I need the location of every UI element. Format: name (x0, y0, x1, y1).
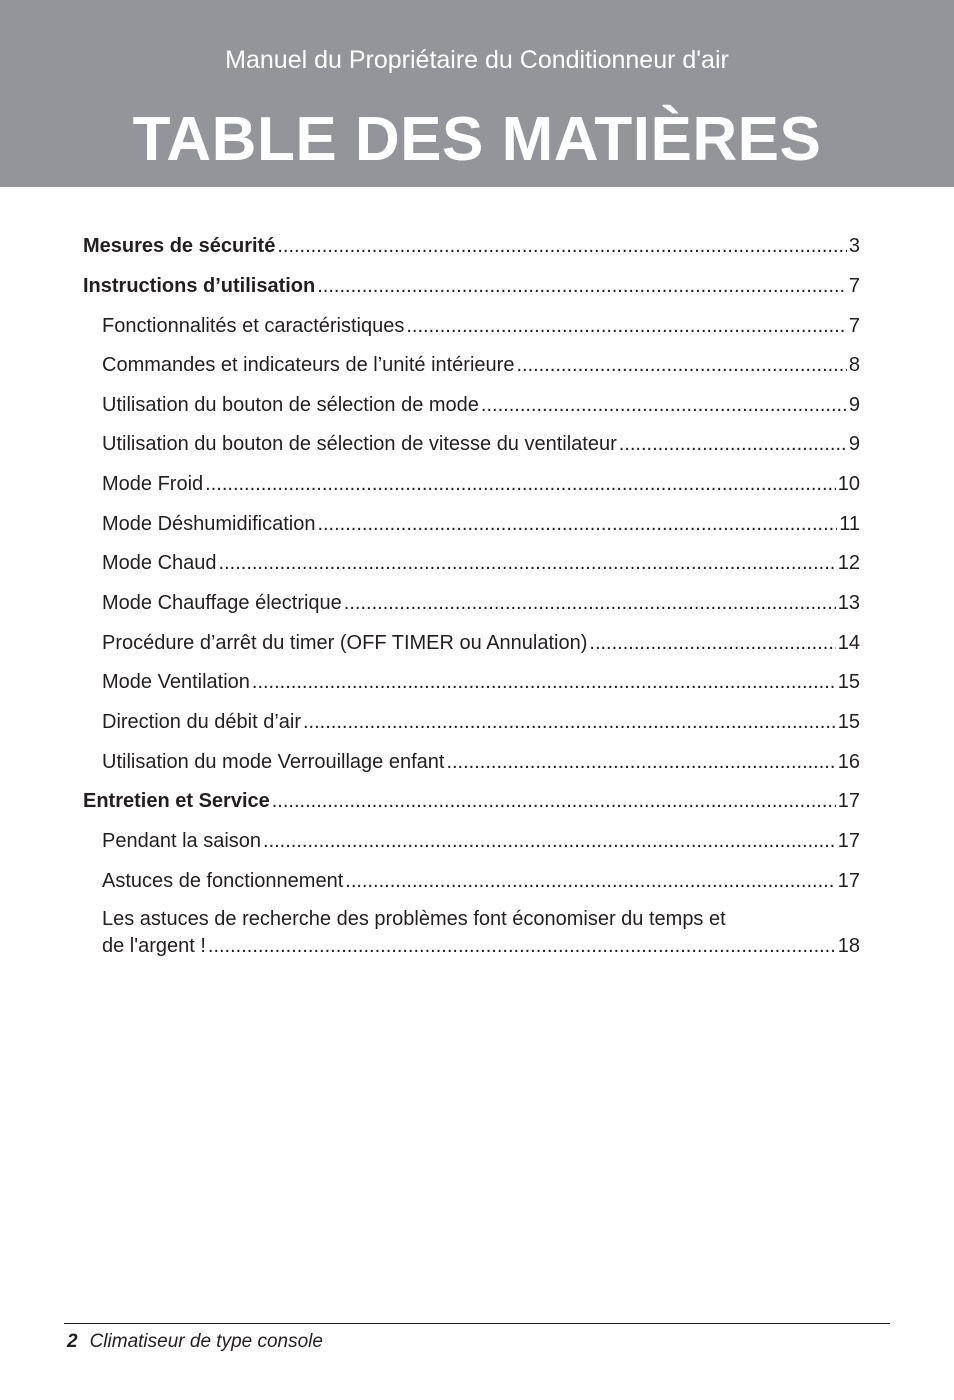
page-footer (67, 1330, 323, 1354)
toc-page-number: 14 (837, 632, 860, 654)
toc-entry-label: Entretien et Service (83, 790, 270, 812)
toc-entry-label: Mode Chauffage électrique (102, 592, 342, 614)
toc-leader-dots (589, 631, 835, 655)
toc-leader-dots (481, 393, 847, 417)
toc-leader-dots (205, 472, 836, 496)
toc-leader-dots (344, 591, 836, 615)
footer-document-title: Climatiseur de type console (89, 1331, 323, 1352)
toc-entry-astuces-fonctionnement[interactable] (102, 869, 860, 893)
toc-entry-label: Utilisation du bouton de sélection de vitesse du ventilateur (102, 433, 617, 455)
toc-entry-label: Mesures de sécurité (83, 235, 276, 257)
toc-leader-dots (406, 314, 847, 338)
toc-entry-label: Fonctionnalités et caractéristiques (102, 315, 405, 337)
toc-entry-label: Direction du débit d’air (102, 711, 301, 733)
toc-entry-label-line1: Les astuces de recherche des problèmes font économiser du temps et (102, 908, 726, 930)
toc-entry-label: Utilisation du mode Verrouillage enfant (102, 751, 445, 773)
toc-page-number: 16 (837, 751, 860, 773)
toc-leader-dots (303, 710, 836, 734)
toc-entry-label: Pendant la saison (102, 830, 262, 852)
toc-page-number: 9 (848, 433, 860, 455)
toc-entry-fonctionnalites[interactable] (102, 314, 860, 338)
toc-page-number: 17 (837, 830, 860, 852)
toc-entry-label: Mode Déshumidification (102, 513, 316, 535)
toc-entry-commandes-indicateurs[interactable] (102, 353, 860, 377)
toc-entry-direction-debit-air[interactable] (102, 710, 860, 734)
toc-entry-label: Astuces de fonctionnement (102, 870, 344, 892)
manual-subtitle: Manuel du Propriétaire du Conditionneur d'air (225, 46, 729, 74)
toc-page-number: 3 (848, 235, 860, 257)
toc-leader-dots (252, 670, 836, 694)
toc-entry-bouton-mode[interactable] (102, 393, 860, 417)
toc-leader-dots (345, 869, 835, 893)
toc-entry-mode-chauffage-electrique[interactable] (102, 591, 860, 615)
toc-page-number: 11 (839, 513, 860, 535)
toc-entry-mode-froid[interactable] (102, 472, 860, 496)
toc-leader-dots (277, 234, 847, 258)
toc-entry-label-line2: de l'argent ! (102, 935, 206, 957)
toc-entry-bouton-vitesse[interactable] (102, 432, 860, 456)
toc-page-number: 18 (837, 935, 860, 957)
footer-page-number: 2 (67, 1331, 78, 1352)
toc-leader-dots (272, 789, 836, 813)
toc-entry-label: Instructions d’utilisation (83, 275, 316, 297)
toc-entry-label: Utilisation du bouton de sélection de mode (102, 394, 479, 416)
toc-page-number: 9 (848, 394, 860, 416)
toc-entry-pendant-saison[interactable] (102, 829, 860, 853)
toc-page-number: 15 (837, 671, 860, 693)
toc-page-number: 7 (848, 275, 860, 297)
toc-leader-dots (317, 274, 847, 298)
toc-leader-dots (208, 933, 836, 960)
toc-entry-mode-deshumidification[interactable] (102, 512, 860, 536)
toc-leader-dots (619, 432, 847, 456)
toc-entry-label: Commandes et indicateurs de l’unité intérieure (102, 354, 515, 376)
toc-entry-instructions-utilisation[interactable] (83, 274, 860, 298)
toc-entry-label: Mode Ventilation (102, 671, 250, 693)
toc-leader-dots (317, 512, 837, 536)
toc-entry-arret-timer[interactable] (102, 631, 860, 655)
toc-page-number: 10 (837, 473, 860, 495)
toc-entry-mode-chaud[interactable] (102, 551, 860, 575)
toc-leader-dots (446, 750, 835, 774)
toc-entry-line2 (102, 933, 860, 960)
toc-entry-astuces-recherche-problemes[interactable] (102, 906, 860, 960)
page-title: TABLE DES MATIÈRES (132, 105, 822, 174)
toc-entry-label: Mode Froid (102, 473, 204, 495)
toc-entry-verrouillage-enfant[interactable] (102, 750, 860, 774)
toc-leader-dots (219, 551, 836, 575)
toc-page-number: 15 (837, 711, 860, 733)
toc-page-number: 7 (848, 315, 860, 337)
footer-rule (64, 1323, 890, 1324)
toc-page-number: 17 (837, 790, 860, 812)
toc-entry-entretien-service[interactable] (83, 789, 860, 813)
toc-page-number: 13 (837, 592, 860, 614)
toc-leader-dots (516, 353, 846, 377)
toc-leader-dots (263, 829, 836, 853)
toc-entry-label: Mode Chaud (102, 552, 217, 574)
toc-page-number: 8 (848, 354, 860, 376)
toc-page-number: 12 (837, 552, 860, 574)
toc-page-number: 17 (837, 870, 860, 892)
toc-entry-mesures-securite[interactable] (83, 234, 860, 258)
toc-entry-mode-ventilation[interactable] (102, 670, 860, 694)
toc-entry-label: Procédure d’arrêt du timer (OFF TIMER ou Annulation) (102, 632, 588, 654)
